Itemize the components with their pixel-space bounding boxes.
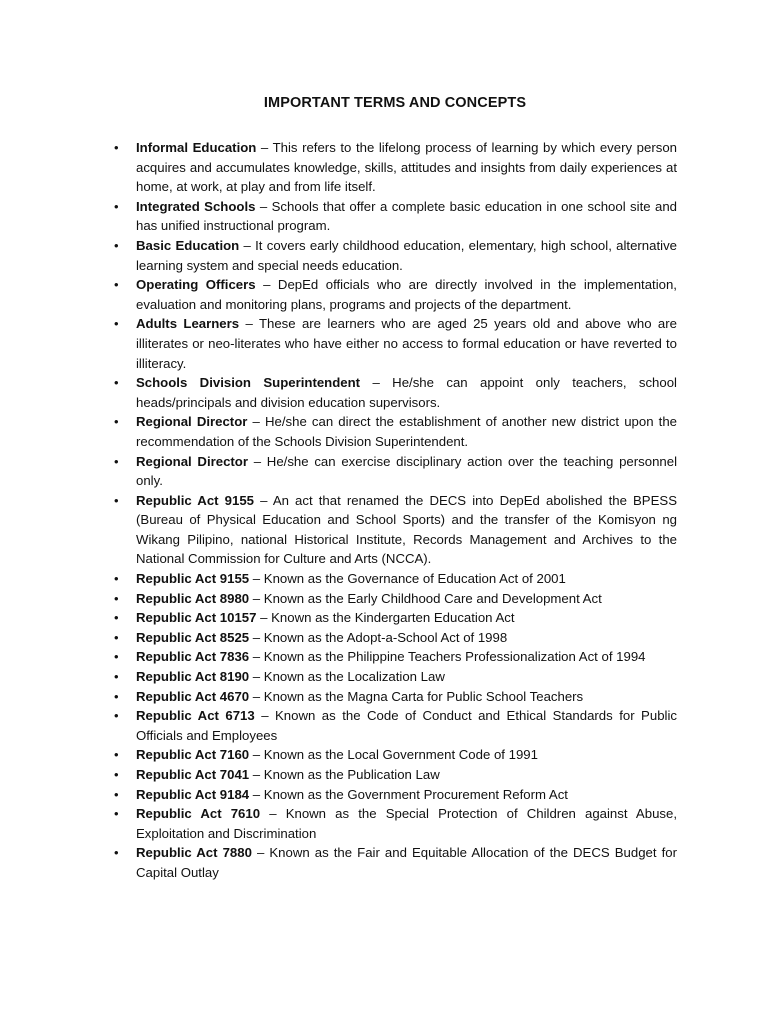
term-description: – Known as the Governance of Education Act of 2001 bbox=[249, 571, 566, 587]
term-item bbox=[114, 569, 677, 589]
term-description: – Known as the Adopt-a-School Act of 1998 bbox=[249, 629, 508, 645]
term-item bbox=[114, 765, 677, 785]
term-description: – These are learners who are aged 25 years old and above who are illiterates or neo-literates who have either no access to formal education or have reverted to illiteracy. bbox=[136, 316, 677, 371]
term-item bbox=[114, 667, 677, 687]
term-label: Republic Act 4670 bbox=[136, 688, 250, 704]
bullet-icon: • bbox=[114, 140, 119, 155]
term-label: Republic Act 10157 bbox=[136, 610, 257, 626]
page-title: IMPORTANT TERMS AND CONCEPTS bbox=[263, 95, 527, 111]
bullet-icon: • bbox=[114, 316, 119, 332]
term-item bbox=[114, 745, 677, 765]
term-item bbox=[114, 138, 677, 197]
term-item bbox=[114, 687, 677, 707]
terms-list bbox=[114, 138, 678, 883]
term-description: – Schools that offer a complete basic education in one school site and has unified instructional program. bbox=[136, 198, 677, 234]
term-item bbox=[114, 608, 677, 628]
bullet-icon: • bbox=[114, 453, 119, 469]
term-item bbox=[114, 706, 677, 745]
term-item bbox=[114, 452, 678, 491]
bullet-icon: • bbox=[114, 747, 119, 763]
term-item bbox=[114, 589, 677, 609]
bullet-icon: • bbox=[114, 277, 119, 293]
bullet-icon: • bbox=[114, 806, 119, 822]
term-description: – This refers to the lifelong process of learning by which every person acquires and accumulates knowledge, skills, attitudes and insights from daily experiences at home, at work, at play and from life itself. bbox=[136, 140, 677, 195]
bullet-icon: • bbox=[114, 610, 119, 626]
term-label: Republic Act 9184 bbox=[136, 786, 250, 802]
term-label: Republic Act 9155 bbox=[136, 571, 250, 587]
term-label: Republic Act 7041 bbox=[136, 767, 250, 782]
term-item bbox=[114, 197, 677, 236]
term-label: Basic Education bbox=[136, 237, 240, 253]
term-item bbox=[114, 314, 677, 373]
term-label: Republic Act 9155 bbox=[136, 492, 254, 508]
term-item bbox=[114, 412, 677, 451]
term-description: – Known as the Kindergarten Education Act bbox=[256, 610, 515, 626]
bullet-icon: • bbox=[114, 688, 119, 704]
term-item bbox=[114, 647, 677, 667]
term-label: Republic Act 8980 bbox=[136, 590, 250, 606]
term-item bbox=[114, 373, 677, 412]
bullet-icon: • bbox=[114, 492, 119, 508]
term-label: Republic Act 7160 bbox=[136, 747, 250, 763]
bullet-icon: • bbox=[114, 649, 119, 665]
bullet-icon: • bbox=[114, 786, 119, 802]
bullet-icon: • bbox=[114, 237, 119, 253]
term-description: – An act that renamed the DECS into DepEd abolished the BPESS (Bureau of Physical Education and School Sports) and the transfer of the Komisyon ng Wikang Pilipino, national Historical Institute, Records Management and Archives to the National Commission for Culture and Arts (NCCA). bbox=[136, 492, 677, 567]
bullet-icon: • bbox=[114, 198, 119, 214]
term-label: Republic Act 7880 bbox=[136, 845, 252, 861]
term-label: Integrated Schools bbox=[136, 198, 256, 214]
term-label: Operating Officers bbox=[136, 277, 256, 293]
term-label: Regional Director bbox=[136, 453, 248, 469]
bullet-icon: • bbox=[114, 629, 119, 645]
term-item bbox=[114, 628, 677, 648]
bullet-icon: • bbox=[114, 414, 119, 430]
term-label: Republic Act 6713 bbox=[136, 708, 255, 724]
term-description: – He/she can appoint only teachers, school heads/principals and division education supervisors. bbox=[136, 375, 677, 410]
term-description: – It covers early childhood education, elementary, high school, alternative learning system and special needs education. bbox=[136, 237, 677, 273]
term-description: – Known as the Government Procurement Reform Act bbox=[249, 786, 568, 802]
term-item bbox=[114, 785, 677, 805]
term-item bbox=[114, 491, 677, 569]
term-description: – DepEd officials who are directly involved in the implementation, evaluation and monitoring plans, programs and projects of the department. bbox=[136, 277, 677, 312]
term-label: Republic Act 7610 bbox=[136, 806, 261, 822]
term-description: – Known as the Special Protection of Children against Abuse, Exploitation and Discrimination bbox=[136, 806, 677, 841]
term-description: – Known as the Publication Law bbox=[249, 767, 440, 782]
term-item bbox=[114, 275, 677, 314]
bullet-icon: • bbox=[114, 375, 119, 391]
bullet-icon: • bbox=[114, 590, 119, 606]
term-item bbox=[114, 843, 677, 882]
term-description: – Known as the Magna Carta for Public School Teachers bbox=[249, 688, 584, 704]
term-label: Schools Division Superintendent bbox=[136, 375, 361, 391]
term-label: Republic Act 8190 bbox=[136, 669, 250, 685]
bullet-icon: • bbox=[114, 708, 119, 724]
term-description: – Known as the Local Government Code of 1991 bbox=[249, 747, 538, 763]
term-label: Regional Director bbox=[136, 414, 248, 430]
term-label: Republic Act 8525 bbox=[136, 629, 250, 645]
term-description: – He/she can exercise disciplinary action over the teaching personnel only. bbox=[136, 453, 678, 489]
bullet-icon: • bbox=[114, 767, 119, 782]
bullet-icon: • bbox=[114, 669, 119, 685]
term-label: Informal Education bbox=[136, 140, 257, 155]
term-item bbox=[114, 236, 677, 275]
bullet-icon: • bbox=[114, 571, 119, 587]
term-description: – Known as the Fair and Equitable Allocation of the DECS Budget for Capital Outlay bbox=[136, 845, 677, 880]
term-description: – Known as the Code of Conduct and Ethical Standards for Public Officials and Employees bbox=[136, 708, 677, 743]
term-label: Adults Learners bbox=[136, 316, 240, 332]
term-label: Republic Act 7836 bbox=[136, 649, 250, 665]
bullet-icon: • bbox=[114, 845, 119, 861]
term-description: – Known as the Early Childhood Care and Development Act bbox=[249, 590, 602, 606]
term-description: – He/she can direct the establishment of another new district upon the recommendation of the Schools Division Superintendent. bbox=[136, 414, 677, 449]
term-item bbox=[114, 804, 677, 843]
term-description: – Known as the Localization Law bbox=[249, 669, 445, 685]
term-description: – Known as the Philippine Teachers Professionalization Act of 1994 bbox=[249, 649, 646, 665]
